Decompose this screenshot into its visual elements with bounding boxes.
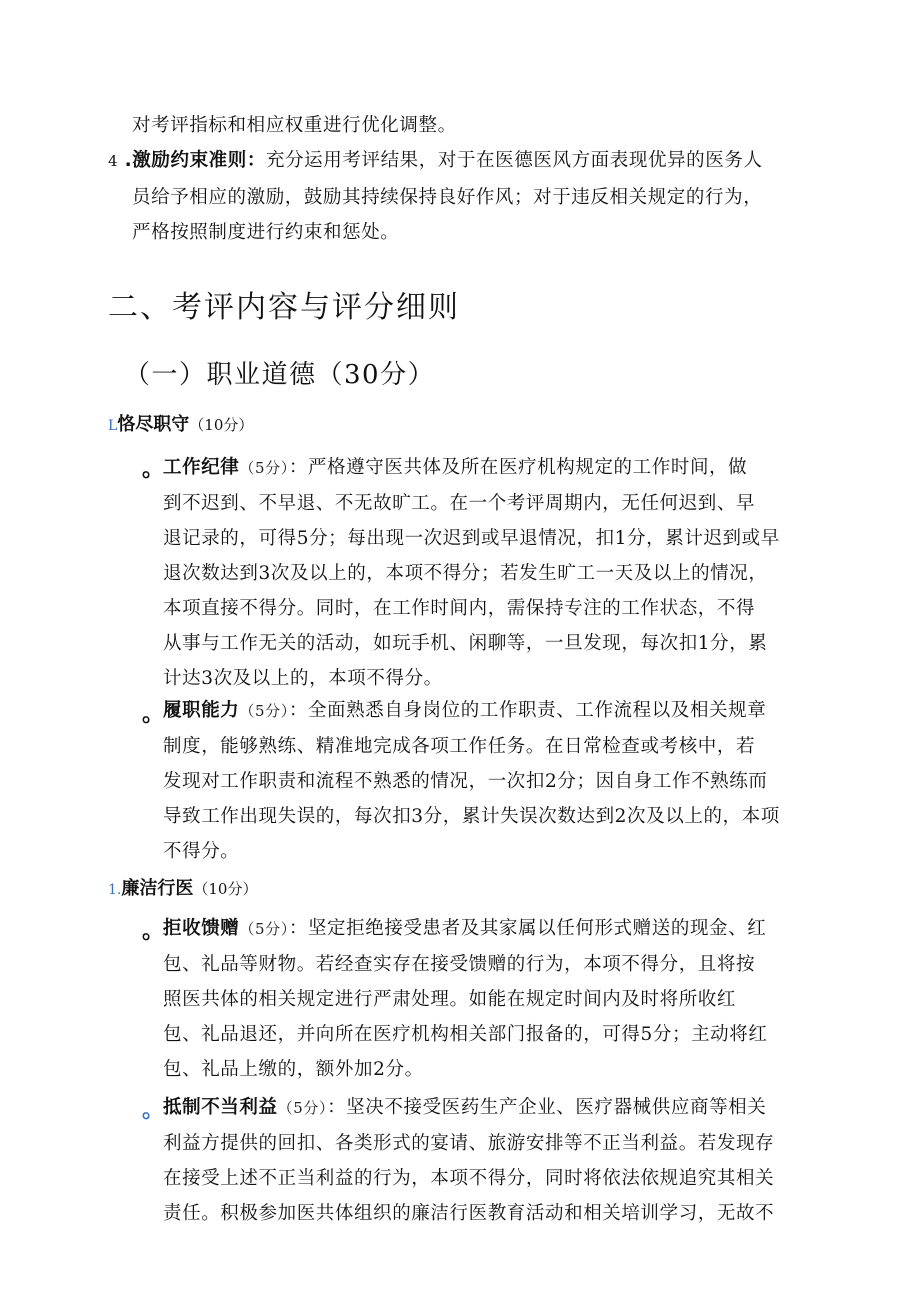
criterion-item: 抵制不当利益（5分）：坚决不接受医药生产企业、医疗器械供应商等相关 利益方提供的回扣、各类形式的宴请、旅游安排等不正当利益。若发现存 在接受上述不正当利益的行为，本项不得分，同时将依法依规追究其相关 责任。积极参加医共体组织的廉洁行医教育活动和相关培训学习，无故不 xyxy=(163,1097,775,1224)
bullet-icon: 。 xyxy=(142,701,165,727)
criterion-item: 工作纪律（5分）：严格遵守医共体及所在医疗机构规定的工作时间，做 到不迟到、不早退、不无故旷工。在一个考评周期内，无任何迟到、早 退记录的，可得5分；每出现一次迟到或早退情况，扣1分，累计迟到或早 退次数达到3次及以上的，本项不得分；若发生旷工一天及以上的情况， 本项直接不得分。同时，在工作时间内，需保持专注的工作状态，不得 从事与工作无关的活动，如玩手机、闲聊等，一旦发现，每次扣1分，累 计达3次及以上的，本项不得分。 xyxy=(163,457,780,689)
list-item-4: 4 .激励约束准则：充分运用考评结果，对于在医德医风方面表现优异的医务人 xyxy=(108,150,763,171)
bullet-icon: 。 xyxy=(142,918,165,944)
list-item-4-cont: 员给予相应的激励，鼓励其持续保持良好作风；对于违反相关规定的行为， 严格按照制度进行约束和惩处。 xyxy=(132,187,763,243)
list-number: 4 xyxy=(108,152,119,170)
bullet-icon: 。 xyxy=(142,456,165,482)
group-number: 1. xyxy=(108,882,122,898)
group-heading-1: L恪尽职守（10分） xyxy=(108,414,254,435)
bullet-icon: 。 xyxy=(142,1097,165,1123)
group-number: L xyxy=(108,418,118,434)
criterion-item: 履职能力（5分）：全面熟悉自身岗位的工作职责、工作流程以及相关规章 制度，能够熟练、精准地完成各项工作任务。在日常检查或考核中，若 发现对工作职责和流程不熟悉的情况，一次扣2分；因自身工作不熟练而 导致工作出现失误的，每次扣3分，累计失误次数达到2次及以上的，本项 不得分。 xyxy=(163,700,780,862)
criterion-item: 拒收馈赠（5分）：坚定拒绝接受患者及其家属以任何形式赠送的现金、红 包、礼品等财物。若经查实存在接受馈赠的行为，本项不得分，且将按 照医共体的相关规定进行严肃处理。如能在规定时间内及时将所收红 包、礼品退还，并向所在医疗机构相关部门报备的，可得5分；主动将红 包、礼品上缴的，额外加2分。 xyxy=(163,918,768,1080)
section-heading: 二、考评内容与评分细则 xyxy=(108,290,460,325)
intro-line: 对考评指标和相应权重进行优化调整。 xyxy=(132,115,457,136)
item-title: .激励约束准则： xyxy=(124,150,266,171)
subsection-heading: （一）职业道德（30分） xyxy=(124,360,436,390)
group-heading-2: 1.廉洁行医（10分） xyxy=(108,878,258,899)
